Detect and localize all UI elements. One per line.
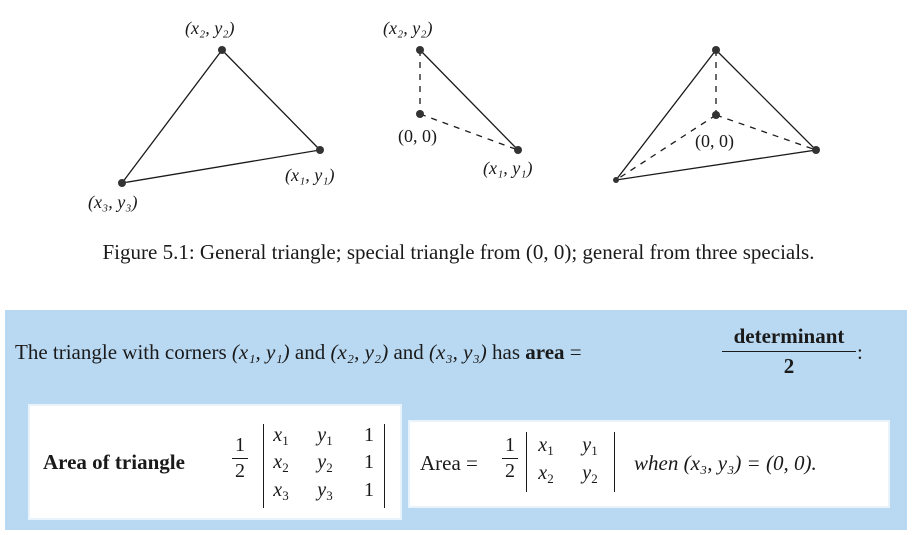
- vertex-origin: [416, 110, 424, 118]
- matrix-entry: 1: [364, 424, 374, 446]
- point-2: (x₂, y₂): [330, 340, 389, 364]
- one-half-fraction: [232, 434, 248, 483]
- matrix-entry: $x_2$: [538, 462, 554, 486]
- and-1: and: [294, 340, 326, 364]
- area-of-triangle-title: Area of triangle: [43, 450, 185, 474]
- statement-prefix: The triangle with corners: [15, 340, 227, 364]
- matrix-entry: $y_2$: [582, 462, 598, 486]
- label-x1y1: (x₁, y₁): [483, 158, 533, 178]
- matrix-entry: $y_1$: [317, 424, 333, 448]
- label-x3y3: (x₃, y₃): [88, 192, 138, 212]
- matrix-entry: $x_1$: [538, 434, 554, 458]
- fraction-denominator: 2: [783, 354, 795, 378]
- matrix-entry: $y_3$: [317, 479, 333, 503]
- general-triangle: [88, 18, 334, 213]
- half-denominator: 2: [235, 460, 245, 482]
- area-label: Area =: [420, 451, 478, 475]
- label-x2y2: (x₂, y₂): [383, 18, 433, 38]
- matrix-entry: $y_1$: [582, 434, 598, 458]
- vertex-top: [712, 46, 720, 54]
- and-2: and: [393, 340, 424, 364]
- vertex-origin: [712, 111, 720, 119]
- half-bar: [502, 458, 518, 459]
- label-x1y1: (x₁, y₁): [285, 165, 335, 185]
- matrix-entry: $x_3$: [273, 479, 289, 503]
- area-statement: [15, 340, 582, 365]
- vertex-left: [613, 177, 619, 183]
- vertex-x3y3: [118, 179, 126, 187]
- general-triangle-outline: [122, 50, 320, 183]
- special-triangle: [383, 18, 532, 179]
- label-origin: (0, 0): [398, 126, 437, 146]
- has-word: has: [492, 340, 521, 364]
- matrix-entry: $x_1$: [273, 424, 289, 448]
- determinant-fraction: [722, 324, 856, 379]
- triangle-figure: [0, 0, 917, 235]
- matrix-entry: $x_2$: [273, 451, 289, 475]
- matrix-entry: $y_2$: [317, 451, 333, 475]
- vertex-x1y1: [316, 146, 324, 154]
- fraction-numerator: determinant: [733, 324, 845, 348]
- label-x2y2: (x₂, y₂): [185, 18, 235, 38]
- label-origin: (0, 0): [695, 131, 734, 151]
- vertex-right: [812, 146, 820, 154]
- condition-text: when (x₃, y₃) = (0, 0).: [634, 451, 817, 475]
- point-3: (x₃, y₃): [429, 340, 487, 364]
- vertex-x1y1: [514, 146, 522, 154]
- half-numerator: 1: [505, 434, 515, 456]
- half-denominator: 2: [505, 460, 515, 482]
- colon: :: [857, 340, 863, 364]
- vertex-x2y2: [218, 46, 226, 54]
- composite-triangle: [613, 46, 820, 183]
- area-word: area: [525, 340, 565, 364]
- matrix-entry: 1: [364, 451, 374, 473]
- vertex-x2y2: [416, 46, 424, 54]
- equals-sign: =: [569, 340, 582, 364]
- half-bar: [232, 458, 248, 459]
- matrix-entry: 1: [364, 479, 374, 501]
- one-half-fraction-2: [502, 434, 518, 483]
- fraction-bar: [722, 351, 856, 352]
- half-numerator: 1: [235, 434, 245, 456]
- figure-caption: Figure 5.1: General triangle; special triangle from (0, 0); general from three specials.: [102, 240, 815, 264]
- point-1: (x₁, y₁): [231, 340, 290, 364]
